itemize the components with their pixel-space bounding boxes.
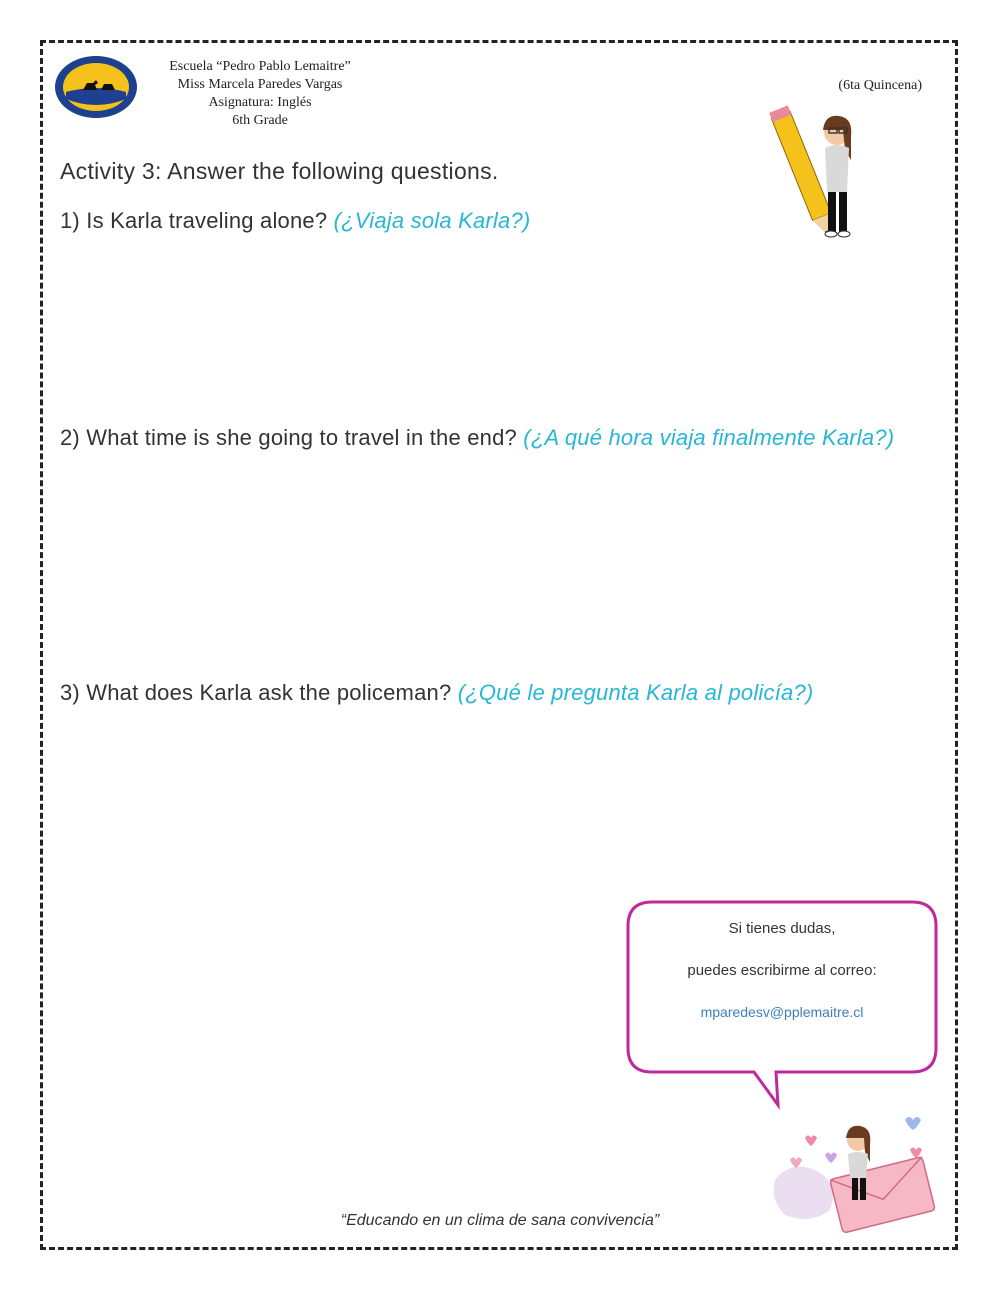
question-1-spanish: (¿Viaja sola Karla?) bbox=[333, 208, 531, 233]
activity-title: Activity 3: Answer the following questions. bbox=[60, 158, 499, 184]
footer-motto: “Educando en un clima de sana convivencia” bbox=[340, 1212, 660, 1229]
bubble-line-1: Si tienes dudas, bbox=[728, 920, 836, 937]
question-3 bbox=[60, 674, 900, 712]
question-2-english: 2) What time is she going to travel in the end? bbox=[60, 425, 517, 450]
school-name: Escuela “Pedro Pablo Lemaitre” bbox=[169, 59, 351, 74]
question-1 bbox=[60, 202, 900, 240]
grade: 6th Grade bbox=[232, 113, 288, 128]
question-2 bbox=[60, 419, 900, 457]
teacher-name: Miss Marcela Paredes Vargas bbox=[177, 77, 343, 92]
subject: Asignatura: Inglés bbox=[208, 95, 312, 110]
school-header bbox=[140, 58, 380, 130]
question-2-spanish: (¿A qué hora viaja finalmente Karla?) bbox=[523, 425, 895, 450]
school-logo-icon bbox=[53, 54, 139, 120]
question-3-english: 3) What does Karla ask the policeman? bbox=[60, 680, 452, 705]
bubble-line-2: puedes escribirme al correo: bbox=[687, 962, 877, 979]
contact-email-link[interactable]: mparedesv@pplemaitre.cl bbox=[700, 1004, 864, 1020]
question-1-english: 1) Is Karla traveling alone? bbox=[60, 208, 328, 233]
period-label: (6ta Quincena) bbox=[838, 78, 922, 93]
question-3-spanish: (¿Qué le pregunta Karla al policía?) bbox=[457, 680, 814, 705]
